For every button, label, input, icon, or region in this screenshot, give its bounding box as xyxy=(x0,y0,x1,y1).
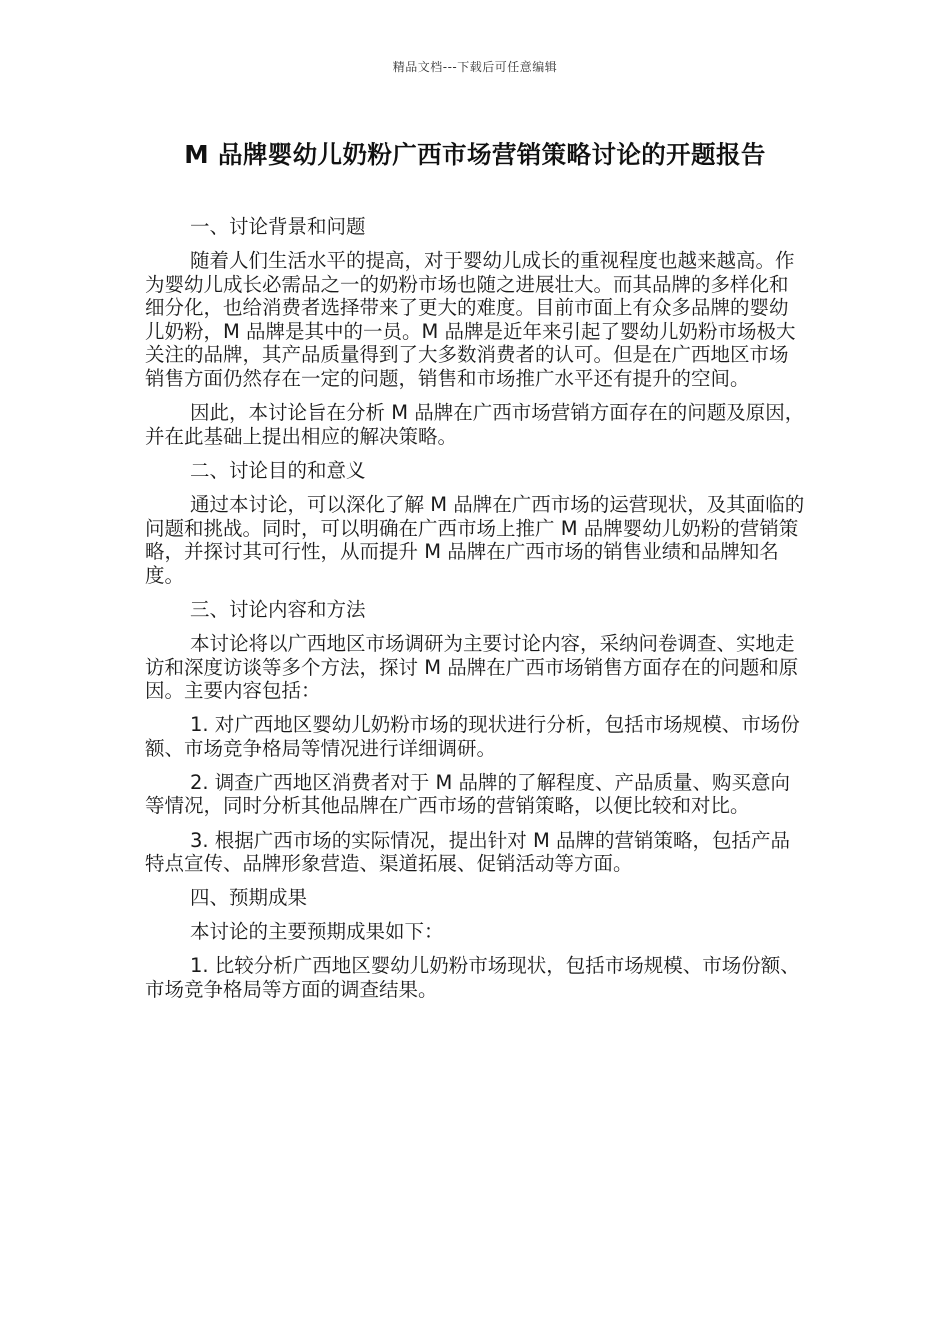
document-body xyxy=(145,215,805,1012)
page-header: 精品文档---下载后可任意编辑 xyxy=(392,60,558,74)
section-heading-methods: 三、讨论内容和方法 xyxy=(190,597,366,621)
paragraph-background: 随着人们生活水平的提高，对于婴幼儿成长的重视程度也越来越高。作为婴幼儿成长必需品之一的奶粉市场也随之进展壮大。而其品牌的多样化和细分化，也给消费者选择带来了更大的难度。目前市面上有众多品牌的婴幼儿奶粉，M 品牌是其中的一员。M 品牌是近年来引起了婴幼儿奶粉市场极大关注的品牌，其产品质量得到了大多数消费者的认可。但是在广西地区市场销售方面仍然存在一定的问题，销售和市场推广水平还有提升的空间。 xyxy=(145,249,796,391)
paragraph-purpose-statement: 因此，本讨论旨在分析 M 品牌在广西市场营销方面存在的问题及原因，并在此基础上提出相应的解决策略。 xyxy=(145,401,805,448)
paragraph-expected-results: 本讨论的主要预期成果如下： xyxy=(190,920,444,944)
list-item-consumer-survey: 2. 调查广西地区消费者对于 M 品牌的了解程度、产品质量、购买意向等情况，同时分析其他品牌在广西市场的营销策略，以便比较和对比。 xyxy=(145,770,791,818)
paragraph-objectives: 通过本讨论，可以深化了解 M 品牌在广西市场的运营现状，及其面临的问题和挑战。同时，可以明确在广西市场上推广 M 品牌婴幼儿奶粉的营销策略，并探讨其可行性，从而提升 M 品牌在广西市场的销售业绩和品牌知名度。 xyxy=(145,492,805,587)
paragraph-methods: 本讨论将以广西地区市场调研为主要讨论内容，采纳问卷调查、实地走访和深度访谈等多个方法，探讨 M 品牌在广西市场销售方面存在的问题和原因。主要内容包括： xyxy=(145,631,799,703)
list-item-market-analysis: 1. 对广西地区婴幼儿奶粉市场的现状进行分析，包括市场规模、市场份额、市场竞争格局等情况进行详细调研。 xyxy=(145,713,800,760)
section-heading-expected-results: 四、预期成果 xyxy=(190,886,308,910)
document-title: M 品牌婴幼儿奶粉广西市场营销策略讨论的开题报告 xyxy=(184,140,766,169)
list-item-strategy-proposal: 3. 根据广西市场的实际情况，提出针对 M 品牌的营销策略，包括产品特点宣传、品牌形象营造、渠道拓展、促销活动等方面。 xyxy=(145,828,791,876)
section-heading-objectives: 二、讨论目的和意义 xyxy=(190,458,366,482)
list-item-expected-result-1: 1. 比较分析广西地区婴幼儿奶粉市场现状，包括市场规模、市场份额、市场竞争格局等方面的调查结果。 xyxy=(145,954,800,1002)
section-heading-background: 一、讨论背景和问题 xyxy=(190,215,366,238)
